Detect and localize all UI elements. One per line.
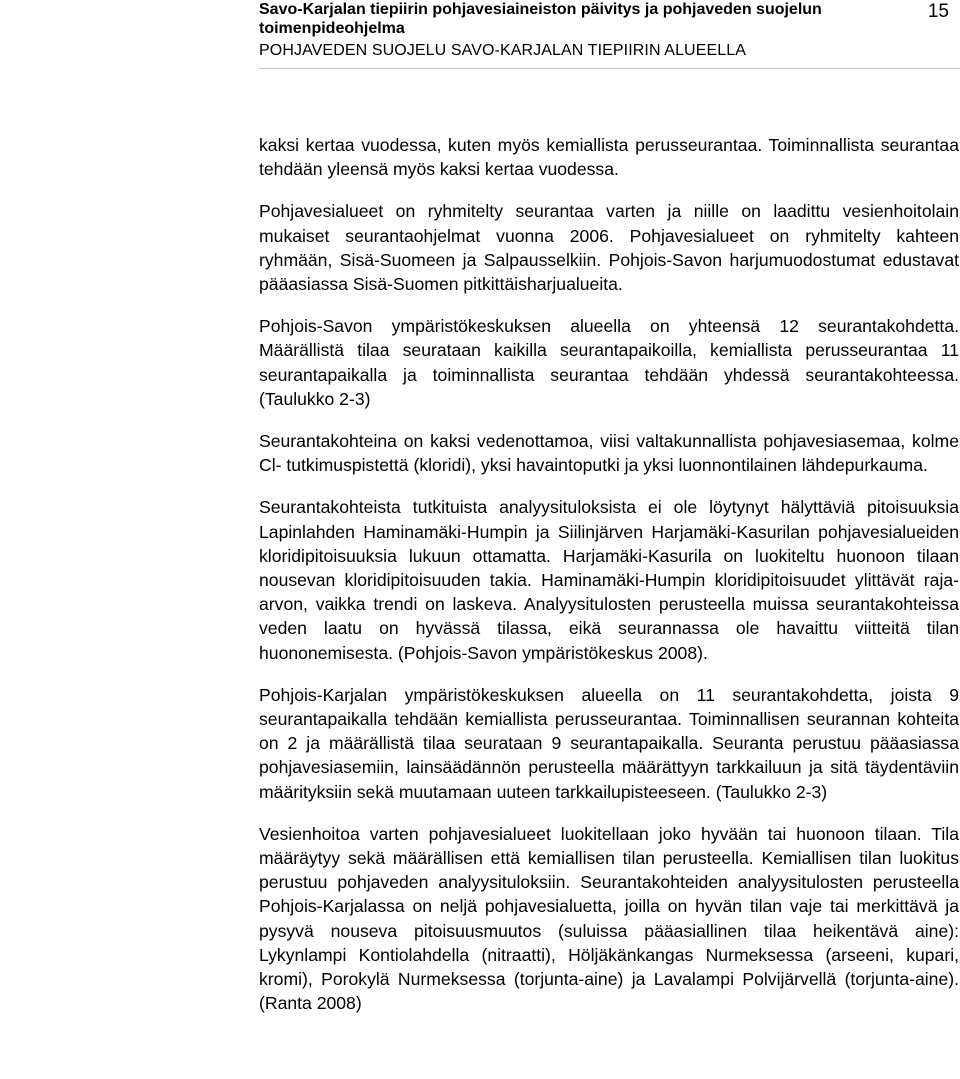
header-title: Savo-Karjalan tiepiirin pohjavesiaineiston päivitys ja pohjaveden suojelun toimenpideohjelma	[259, 1, 822, 37]
paragraph: Pohjavesialueet on ryhmitelty seurantaa varten ja niille on laadittu vesienhoitolain mukaiset seurantaohjelmat vuonna 2006. Pohjavesialueet on ryhmitelty kahteen ryhmään, Sisä-Suomeen ja Salpausselkiin. Pohjois-Savon harjumuodostumat edustavat pääasiassa Sisä-Suomen pitkittäisharjualueita.	[259, 201, 959, 295]
page-header	[259, 0, 949, 60]
paragraph: kaksi kertaa vuodessa, kuten myös kemiallista perusseurantaa. Toiminnallista seurantaa tehdään yleensä myös kaksi kertaa vuodessa.	[259, 135, 959, 180]
paragraph: Seurantakohteina on kaksi vedenottamoa, viisi valtakunnallista pohjavesiasemaa, kolme Cl- tutkimuspistettä (kloridi), yksi havaintoputki ja yksi luonnontilainen lähdepurkauma.	[259, 431, 959, 476]
header-subtitle: POHJAVEDEN SUOJELU SAVO-KARJALAN TIEPIIRIN ALUEELLA	[259, 42, 747, 59]
header-divider	[259, 68, 960, 69]
paragraph: Pohjois-Karjalan ympäristökeskuksen alueella on 11 seurantakohdetta, joista 9 seurantapaikalla tehdään kemiallista perusseurantaa. Toiminnallisen seurannan kohteita on 2 ja määrällistä tilaa seurataan 9 seurantapaikalla. Seuranta perustuu pääasiassa pohjavesiasemiin, lainsäädännön perusteella määrättyyn tarkkailuun ja sitä täydentäviin määrityksiin sekä muutamaan uuteen tarkkailupisteeseen. (Taulukko 2-3)	[259, 684, 959, 802]
paragraph: Vesienhoitoa varten pohjavesialueet luokitellaan joko hyvään tai huonoon tilaan. Tila määräytyy sekä määrällisen että kemiallisen tilan perusteella. Kemiallisen tilan luokitus perustuu pohjaveden analyysituloksiin. Seurantakohteiden analyysitulosten perusteella Pohjois-Karjalassa on neljä pohjavesialuetta, joilla on hyvän tilan vaje tai merkittävä ja pysyvä nouseva pitoisuusmuutos (suluissa pääasiallinen tilaa heikentävä aine): Lykynlampi Kontiolahdella (nitraatti), Höljäkänkangas Nurmeksessa (arseeni, kupari, kromi), Porokylä Nurmeksessa (torjunta-aine) ja Lavalampi Polvijärvellä (torjunta-aine). (Ranta 2008)	[259, 823, 959, 1014]
paragraph: Seurantakohteista tutkituista analyysituloksista ei ole löytynyt hälyttäviä pitoisuuksia Lapinlahden Haminamäki-Humpin ja Siilinjärven Harjamäki-Kasurilan pohjavesialueiden kloridipitoisuuksia lukuun ottamatta. Harjamäki-Kasurila on luokiteltu huonoon tilaan nousevan kloridipitoisuuden takia. Haminamäki-Humpin kloridipitoisuudet ylittävät raja-arvon, vaikka trendi on laskeva. Analyysitulosten perusteella muissa seurantakohteissa veden laatu on hyvässä tilassa, eikä seurannassa ole havaittu viitteitä tilan huononemisesta. (Pohjois-Savon ympäristökeskus 2008).	[259, 497, 959, 663]
document-body	[259, 133, 959, 1016]
paragraph: Pohjois-Savon ympäristökeskuksen alueella on yhteensä 12 seurantakohdetta. Määrällistä tilaa seurataan kaikilla seurantapaikoilla, kemiallista perusseurantaa 11 seurantapaikalla ja toiminnallista seurantaa tehdään yhdessä seurantakohteessa. (Taulukko 2-3)	[259, 316, 959, 409]
page-number: 15	[927, 1, 949, 22]
